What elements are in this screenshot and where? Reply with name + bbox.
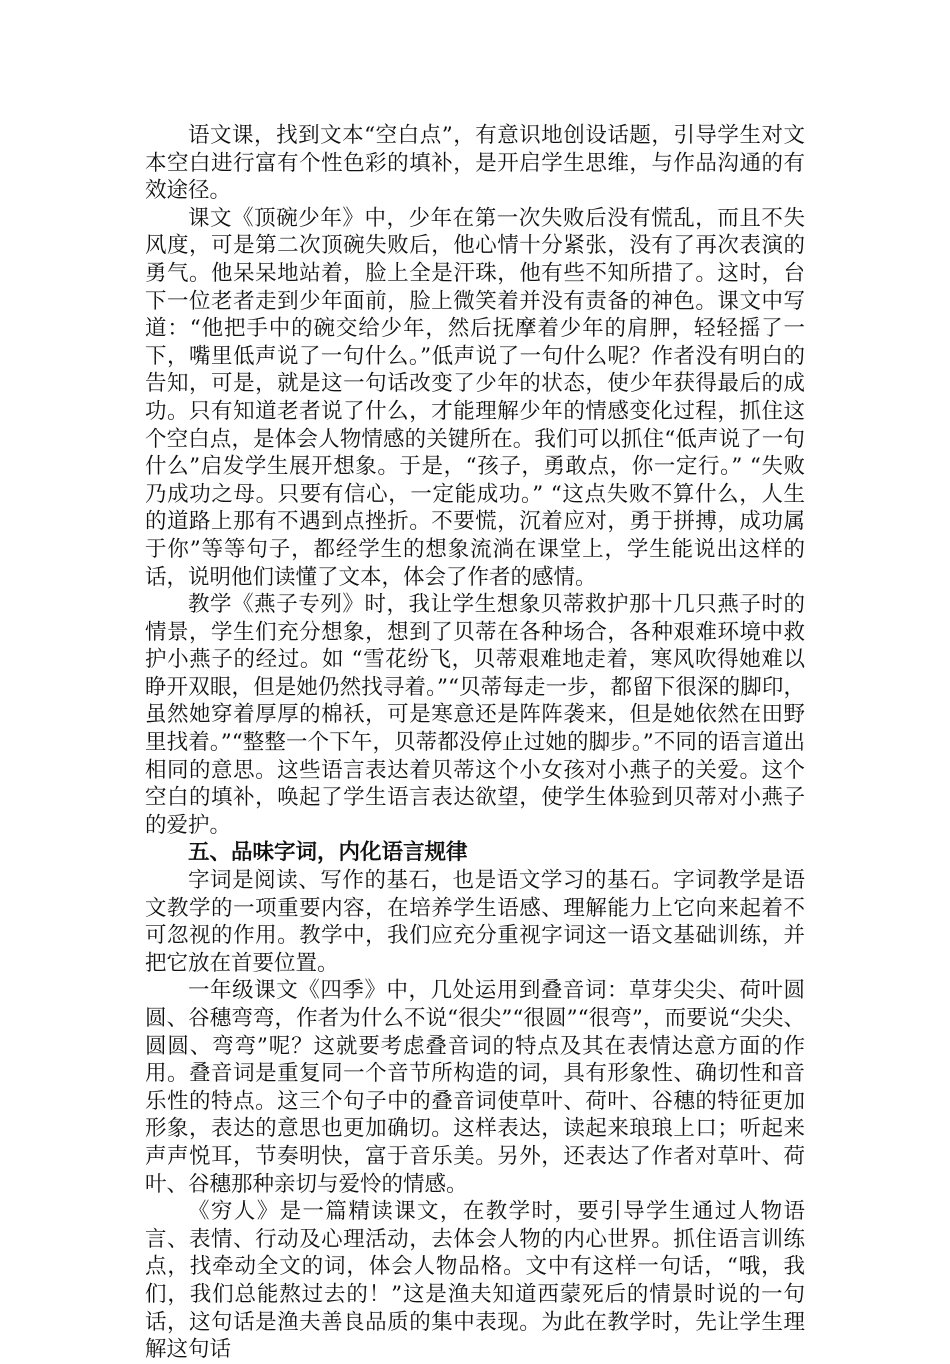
paragraph: 一年级课文《四季》中，几处运用到叠音词：草芽尖尖、荷叶圆圆、谷穗弯弯，作者为什么不说“很尖”“很圆”“很弯”，而要说“尖尖、圆圆、弯弯”呢？这就要考虑叠音词的特点及其在表情达意方面的作用。叠音词是重复同一个音节所构造的词，具有形象性、确切性和音乐性的特点。这三个句子中的叠音词使草叶、荷叶、谷穗的特征更加形象，表达的意思也更加确切。这样表达，读起来琅琅上口；听起来声声悦耳，节奏明快，富于音乐美。另外，还表达了作者对草叶、荷叶、谷穗那种亲切与爱怜的情感。 [145,978,805,1197]
document-body [145,122,805,1364]
paragraph: 《穷人》是一篇精读课文，在教学时，要引导学生通过人物语言、表情、行动及心理活动，去体会人物的内心世界。抓住语言训练点，找牵动全文的词，体会人物品格。文中有这样一句话，“哦，我们，我们总能熬过去的！”这是渔夫知道西蒙死后的情景时说的一句话，这句话是渔夫善良品质的集中表现。为此在教学时，先让学生理解这句话 [145,1199,805,1363]
section-heading: 五、品味字词，内化语言规律 [188,840,468,866]
paragraph: 语文课，找到文本“空白点”，有意识地创设话题，引导学生对文本空白进行富有个性色彩的填补，是开启学生思维，与作品沟通的有效途径。 [145,123,805,204]
paragraph: 字词是阅读、写作的基石，也是语文学习的基石。字词教学是语文教学的一项重要内容，在培养学生语感、理解能力上它向来起着不可忽视的作用。教学中，我们应充分重视字词这一语文基础训练，并把它放在首要位置。 [145,868,805,976]
paragraph: 教学《燕子专列》时，我让学生想象贝蒂救护那十几只燕子时的情景，学生们充分想象，想到了贝蒂在各种场合，各种艰难环境中救护小燕子的经过。如 “雪花纷飞，贝蒂艰难地走着，寒风吹得她难以睁开双眼，但是她仍然找寻着。”“贝蒂每走一步，都留下很深的脚印，虽然她穿着厚厚的棉袄，可是寒意还是阵阵袭来，但是她依然在田野里找着。”“整整一个下午，贝蒂都没停止过她的脚步。”不同的语言道出相同的意思。这些语言表达着贝蒂这个小女孩对小燕子的关爱。这个空白的填补，唤起了学生语言表达欲望，使学生体验到贝蒂对小燕子的爱护。 [145,592,805,838]
paragraph: 课文《顶碗少年》中，少年在第一次失败后没有慌乱，而且不失风度，可是第二次顶碗失败后，他心情十分紧张，没有了再次表演的勇气。他呆呆地站着，脸上全是汗珠，他有些不知所措了。这时，台下一位老者走到少年面前，脸上微笑着并没有责备的神色。课文中写道：“他把手中的碗交给少年，然后抚摩着少年的肩胛，轻轻摇了一下，嘴里低声说了一句什么。”低声说了一句什么呢？作者没有明白的告知，可是，就是这一句话改变了少年的状态，使少年获得最后的成功。只有知道老者说了什么，才能理解少年的情感变化过程，抓住这个空白点，是体会人物情感的关键所在。我们可以抓住“低声说了一句什么”启发学生展开想象。于是，“孩子，勇敢点，你一定行。” “失败乃成功之母。只要有信心，一定能成功。” “这点失败不算什么，人生的道路上那有不遇到点挫折。不要慌，沉着应对，勇于拼搏，成功属于你”等等句子，都经学生的想象流淌在课堂上，学生能说出这样的话，说明他们读懂了文本，体会了作者的感情。 [145,205,805,590]
